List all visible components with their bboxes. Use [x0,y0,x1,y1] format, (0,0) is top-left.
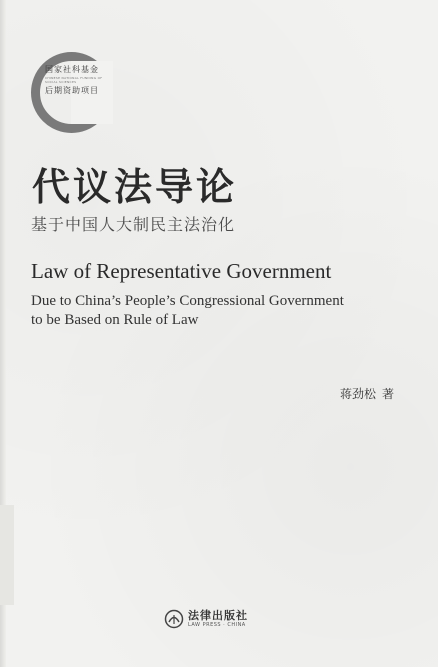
seal-line-1: 国家社科基金 [45,65,99,74]
publisher-name-english: LAW PRESS · CHINA [188,621,246,628]
author-role: 著 [382,387,395,401]
book-title-chinese: 代议法导论 [32,165,238,209]
seal-text [45,64,115,96]
subtitle-english-line-2: to be Based on Rule of Law [31,312,199,328]
scan-strip [0,505,14,605]
book-title-english: Law of Representative Government [31,259,332,283]
book-subtitle-english [31,292,411,330]
seal-line-2: 后期资助项目 [45,86,99,95]
publisher-name [188,610,248,629]
publisher-block [164,609,248,629]
publisher-logo-icon [164,609,184,629]
seal-subtext: CHINESE NATIONAL FUNDING OF SOCIAL SCIENCES [45,76,103,84]
book-subtitle-chinese: 基于中国人大制民主法治化 [31,215,236,234]
subtitle-english-line-1: Due to China’s People’s Congressional Government [31,293,344,309]
author-name: 蒋劲松 [340,387,377,401]
author-credit [340,385,394,402]
publisher-name-chinese: 法律出版社 [188,608,248,622]
